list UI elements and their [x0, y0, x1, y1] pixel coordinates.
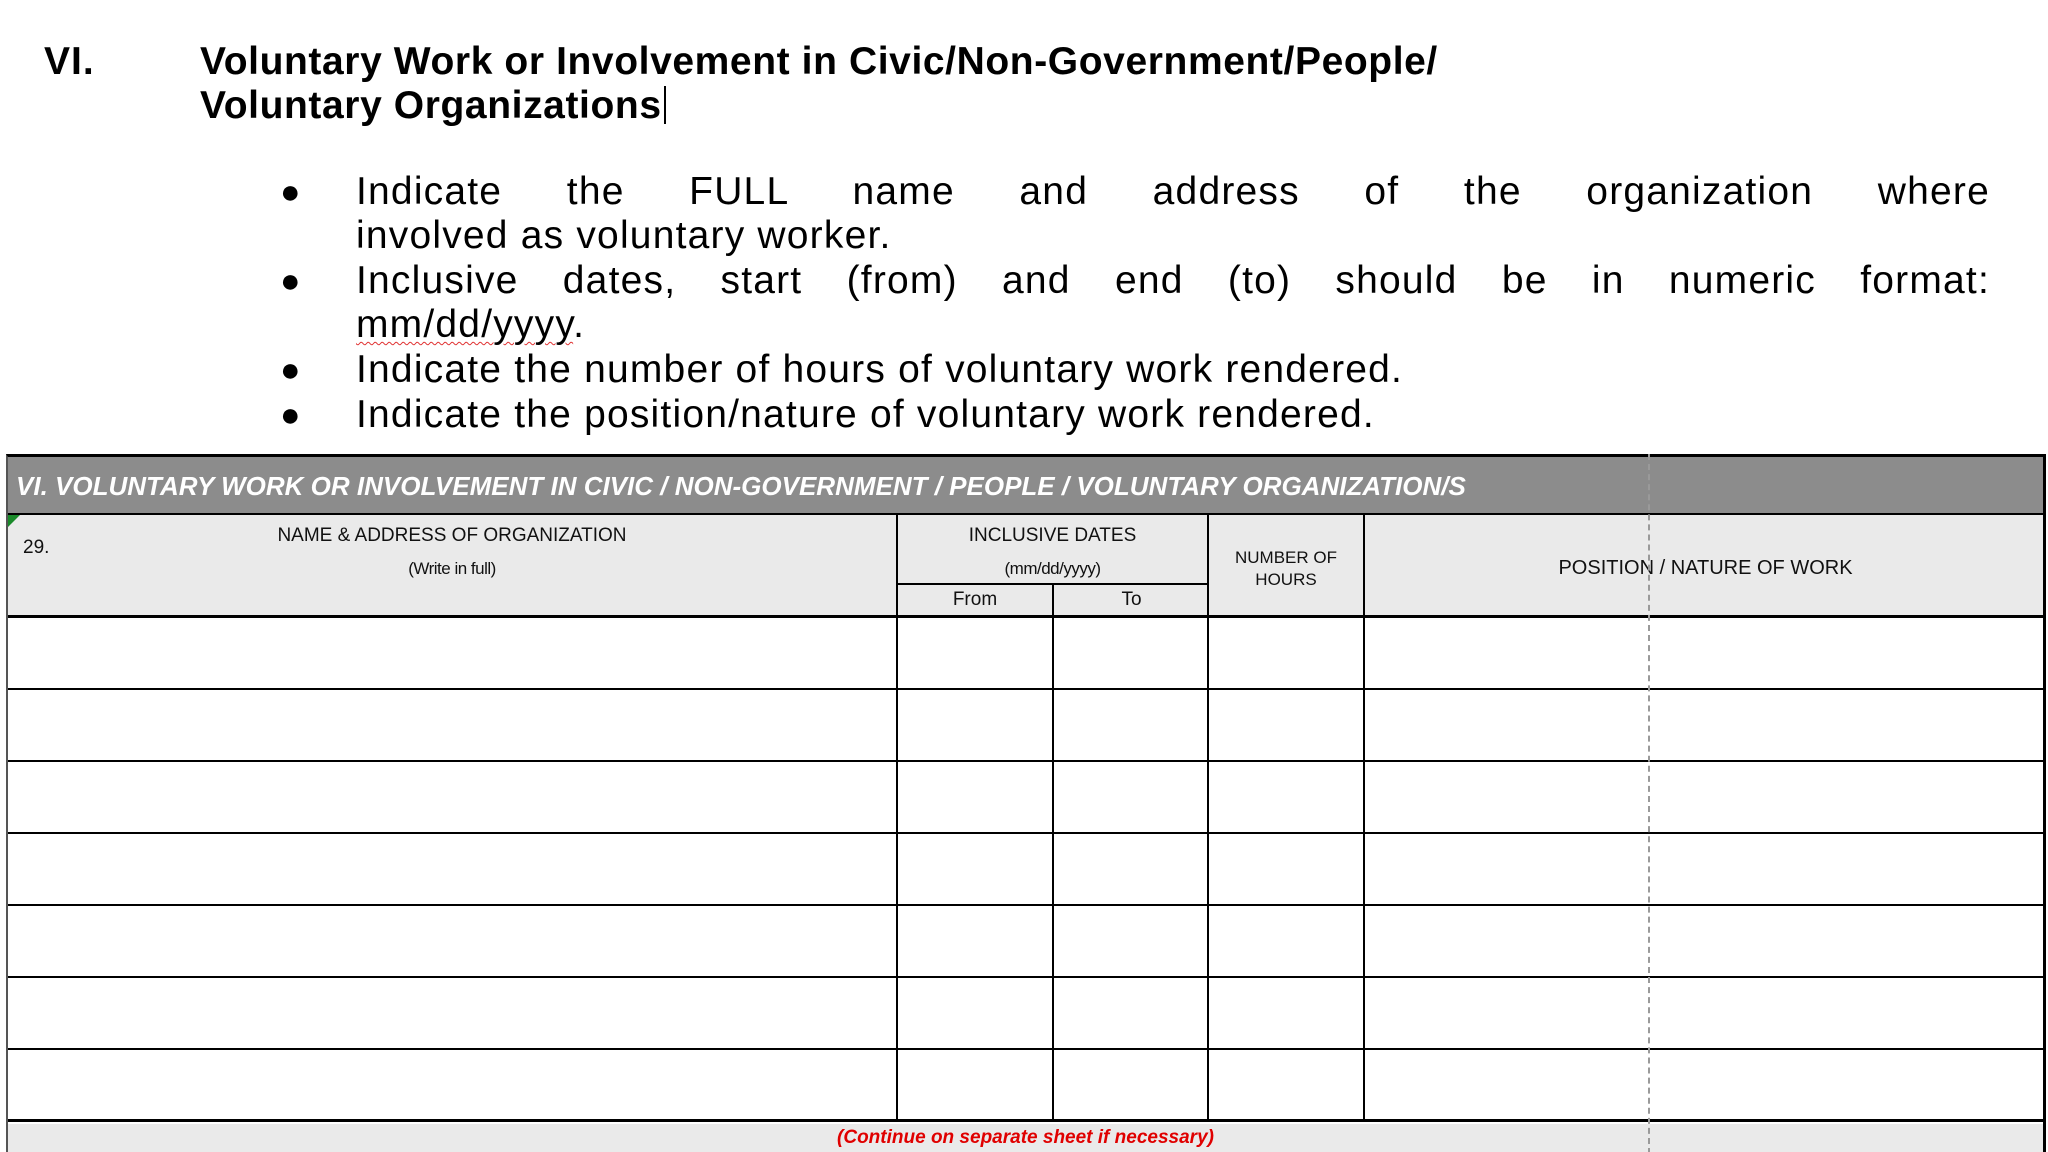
cell-organization[interactable] — [8, 618, 898, 688]
instruction-item[interactable] — [272, 259, 1990, 347]
table-row — [8, 690, 2043, 762]
cell-hours[interactable] — [1209, 834, 1365, 904]
table-row — [8, 762, 2043, 834]
bullet-icon: ● — [280, 262, 302, 300]
cell-to[interactable] — [1054, 834, 1209, 904]
instruction-punct: . — [573, 303, 586, 346]
section-number: VI. — [44, 40, 95, 83]
cell-to[interactable] — [1054, 906, 1209, 976]
cell-hours[interactable] — [1209, 906, 1365, 976]
cell-hours[interactable] — [1209, 618, 1365, 688]
cell-position[interactable] — [1365, 978, 2046, 1048]
column-label: INCLUSIVE DATES — [968, 525, 1137, 546]
bullet-icon: ● — [280, 173, 302, 211]
section-title-line1: Voluntary Work or Involvement in Civic/Non-Government/People/ — [200, 40, 1438, 83]
column-label — [1209, 547, 1363, 591]
dates-subheader — [898, 583, 1207, 618]
instruction-list — [272, 170, 1990, 437]
cell-hours[interactable] — [1209, 978, 1365, 1048]
cell-from[interactable] — [898, 906, 1054, 976]
continue-note: (Continue on separate sheet if necessary) — [8, 1124, 2043, 1152]
instruction-text: Indicate the FULL name and address of the organization where — [356, 170, 1990, 213]
cell-organization[interactable] — [8, 762, 898, 832]
column-header-name — [8, 515, 898, 615]
cell-from[interactable] — [898, 762, 1054, 832]
section-title-line2: Voluntary Organizations — [200, 84, 662, 127]
cell-position[interactable] — [1365, 906, 2046, 976]
instruction-item[interactable] — [272, 348, 1990, 392]
instruction-text: Indicate the number of hours of voluntary work rendered. — [356, 348, 1404, 391]
section-title[interactable] — [200, 40, 1850, 128]
cell-to[interactable] — [1054, 690, 1209, 760]
spellcheck-underline: mm/dd/yyyy — [356, 303, 574, 346]
cell-from[interactable] — [898, 690, 1054, 760]
voluntary-work-table — [6, 454, 2046, 1152]
table-header — [8, 515, 2043, 618]
column-label: NAME & ADDRESS OF ORGANIZATION — [277, 525, 627, 546]
item-number: 29. — [23, 537, 50, 558]
table-title: VI. VOLUNTARY WORK OR INVOLVEMENT IN CIVIC / NON-GOVERNMENT / PEOPLE / VOLUNTARY ORGANIZATION/S — [8, 457, 2043, 515]
column-note: (Write in full) — [408, 559, 496, 578]
column-label-line2: HOURS — [1255, 570, 1317, 589]
cell-from[interactable] — [898, 834, 1054, 904]
column-header-to: To — [1121, 589, 1142, 610]
table-row — [8, 834, 2043, 906]
cell-to[interactable] — [1054, 978, 1209, 1048]
table-row — [8, 1050, 2043, 1122]
cell-from[interactable] — [898, 1050, 1054, 1119]
cell-position[interactable] — [1365, 690, 2046, 760]
bullet-icon: ● — [280, 351, 302, 389]
cell-to[interactable] — [1054, 618, 1209, 688]
instruction-text: Indicate the position/nature of voluntary work rendered. — [356, 393, 1375, 436]
cell-organization[interactable] — [8, 690, 898, 760]
cell-organization[interactable] — [8, 834, 898, 904]
cell-position[interactable] — [1365, 618, 2046, 688]
column-header-from: From — [898, 585, 1054, 618]
instruction-item[interactable] — [272, 393, 1990, 437]
cell-organization[interactable] — [8, 978, 898, 1048]
instruction-text-cont: involved as voluntary worker. — [356, 214, 892, 257]
page-break-guide — [1648, 454, 1650, 1152]
table-body — [8, 618, 2043, 1122]
cell-organization[interactable] — [8, 1050, 898, 1119]
column-note: (mm/dd/yyyy) — [1004, 559, 1101, 578]
cell-to[interactable] — [1054, 1050, 1209, 1119]
column-header-hours — [1209, 515, 1365, 615]
cell-position[interactable] — [1365, 834, 2046, 904]
cell-organization[interactable] — [8, 906, 898, 976]
instruction-text: Inclusive dates, start (from) and end (to) should be in numeric format: — [356, 259, 1990, 302]
cell-position[interactable] — [1365, 762, 2046, 832]
cell-hours[interactable] — [1209, 762, 1365, 832]
instruction-item[interactable] — [272, 170, 1990, 258]
instruction-text-cont — [356, 303, 1990, 347]
table-row — [8, 618, 2043, 690]
cell-from[interactable] — [898, 618, 1054, 688]
cell-hours[interactable] — [1209, 690, 1365, 760]
table-row — [8, 978, 2043, 1050]
cell-from[interactable] — [898, 978, 1054, 1048]
cell-position[interactable] — [1365, 1050, 2046, 1119]
bullet-icon: ● — [280, 396, 302, 434]
column-label: POSITION / NATURE OF WORK — [1558, 557, 1853, 579]
cell-to[interactable] — [1054, 762, 1209, 832]
column-header-position — [1365, 515, 2046, 615]
text-cursor — [664, 86, 666, 124]
cell-hours[interactable] — [1209, 1050, 1365, 1119]
column-header-dates — [898, 515, 1209, 615]
table-row — [8, 906, 2043, 978]
column-label-line1: NUMBER OF — [1235, 548, 1337, 567]
